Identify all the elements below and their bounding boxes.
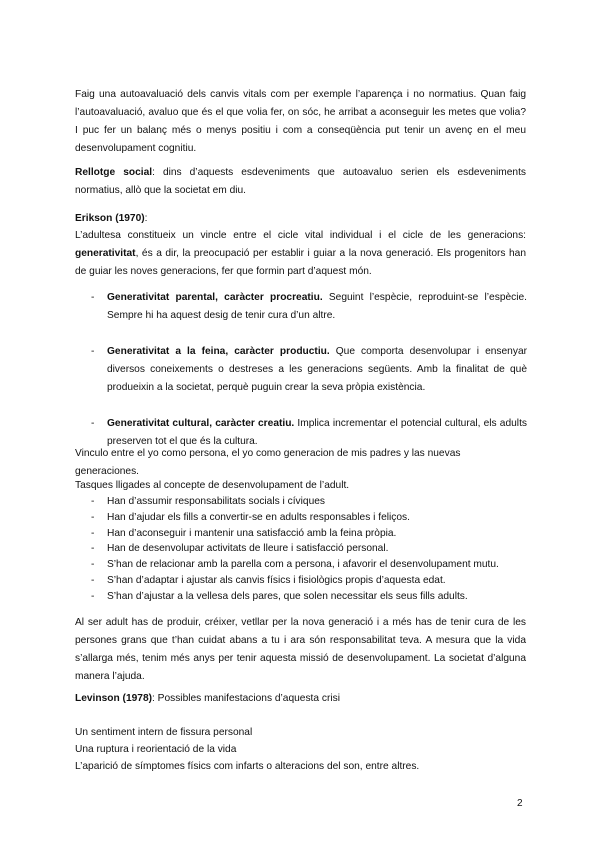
- crisis-line: Una ruptura i reorientació de la vida: [75, 744, 237, 755]
- page-number: 2: [517, 798, 523, 809]
- list-item: - Han d’ajudar els fills a convertir-se en adults responsables i feliços.: [91, 511, 410, 523]
- list-item: - S’han d’ajustar a la vellesa dels pares, que solen necessitar els seus fills adults.: [91, 590, 468, 602]
- generativity-term: generativitat: [75, 248, 136, 259]
- tasks-list: [91, 494, 527, 605]
- intro-paragraph: Faig una autoavaluació dels canvis vitals com per exemple l’aparença i no normatius. Quan faig l’autoavaluació, avaluo que és el que volia fer, on sóc, he arribat a aconseguir les metes que volia? I puc fer un balanç més o menys positiu i com a conseqüència put tenir un avenç en el meu desenvolupament cognitiu.: [75, 89, 526, 154]
- social-clock-text: : dins d’aquests esdeveniments que autoavaluo serien els esdeveniments normatius, allò que la societat em diu.: [75, 167, 526, 196]
- list-item: - S’han de relacionar amb la parella com a persona, i afavorir el desenvolupament mutu.: [91, 559, 499, 571]
- crisis-line: Un sentiment intern de fissura personal: [75, 727, 253, 738]
- levinson-heading-label: Levinson (1978): [75, 693, 152, 704]
- list-item: - Generativitat a la feina, caràcter productiu. Que comporta desenvolupar i ensenyar diversos coneixements o destreses a les generacions següents. Amb la finalitat de què produeixin a la societat, perquè puguin crear la seva pròpia existència.: [91, 346, 527, 393]
- tasks-heading: Tasques lligades al concepte de desenvolupament de l’adult.: [75, 480, 350, 491]
- crisis-line: L’aparició de símptomes físics com infarts o alteracions del son, entre altres.: [75, 761, 420, 772]
- list-item: - Han de desenvolupar activitats de lleure i satisfacció personal.: [91, 543, 389, 555]
- adult-paragraph: Al ser adult has de produir, créixer, vetllar per la nova generació i a més has de tenir cura de les persones grans que t’han cuidat abans a tu i ara són responsabilitat teva. A mesura que la vida s’allarga més, tenim més anys per tenir aquesta missió de desenvolupament. La societat d’alguna manera l’ajuda.: [75, 617, 526, 682]
- levinson-heading: Levinson (1978): Possibles manifestacions d’aquesta crisi: [75, 693, 340, 704]
- social-clock-term: Rellotge social: [75, 167, 153, 178]
- list-item: - Generativitat parental, caràcter procreatiu. Seguint l’espècie, reproduint-se l’espècie. Sempre hi ha aquest desig de tenir cura d’un altre.: [91, 292, 527, 321]
- list-item: - Han d’assumir responsabilitats socials i cíviques: [91, 496, 325, 507]
- generativity-list: [91, 289, 527, 469]
- list-item: - S’han d’adaptar i ajustar als canvis físics i fisiològics propis d’aquesta edat.: [91, 574, 446, 586]
- erikson-heading: Erikson (1970):: [75, 213, 148, 224]
- list-item: - Generativitat cultural, caràcter creatiu. Implica incrementar el potencial cultural, els adults preserven tot el que és la cultura.: [91, 418, 527, 447]
- erikson-paragraph: L’adultesa constitueix un vincle entre el cicle vital individual i el cicle de les generacions: generativitat, és a dir, la preocupació per establir i guiar a la nova generació. Els progenitors han de guiar les noves generacions, fer que formin part d’aquest món.: [75, 230, 526, 277]
- social-clock-paragraph: [75, 164, 526, 200]
- erikson-heading-label: Erikson (1970): [75, 213, 145, 224]
- vinculo-paragraph: Vinculo entre el yo como persona, el yo como generacion de mis padres y las nuevas generaciones.: [75, 448, 461, 477]
- list-item: - Han d’aconseguir i mantenir una satisfacció amb la feina pròpia.: [91, 527, 397, 539]
